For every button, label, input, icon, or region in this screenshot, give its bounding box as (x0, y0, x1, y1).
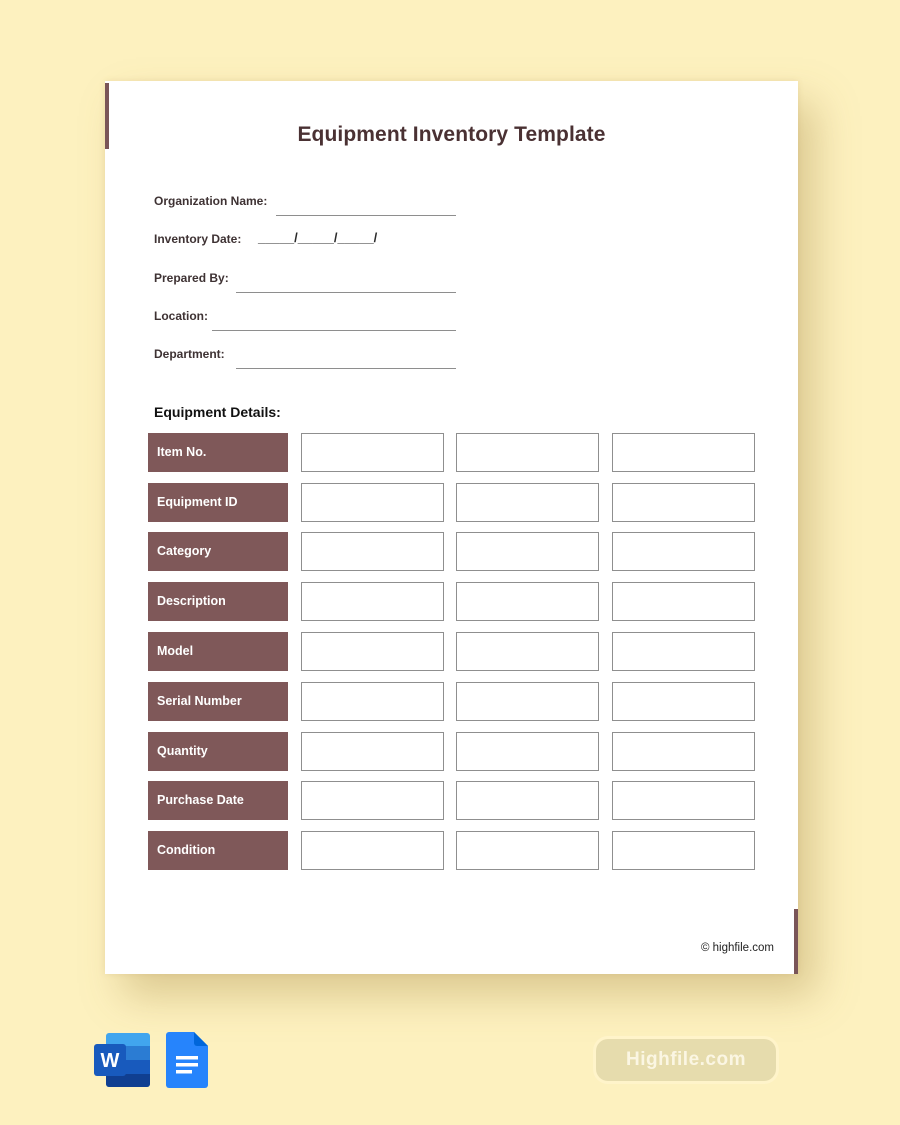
department-line[interactable] (236, 368, 456, 369)
organization-name-field[interactable] (154, 194, 514, 218)
table-row-description (148, 582, 756, 621)
table-cell[interactable] (456, 732, 599, 771)
field-label: Department: (154, 347, 225, 361)
highfile-brand-button[interactable]: Highfile.com (596, 1039, 776, 1081)
table-cell[interactable] (301, 831, 444, 870)
row-label: Model (148, 632, 288, 671)
accent-bar-bottom-right (794, 909, 798, 974)
row-label: Purchase Date (148, 781, 288, 820)
table-cell[interactable] (301, 732, 444, 771)
table-cell[interactable] (301, 433, 444, 472)
svg-text:W: W (100, 1050, 120, 1072)
table-cell[interactable] (612, 831, 755, 870)
location-line[interactable] (212, 330, 456, 331)
table-cell[interactable] (456, 781, 599, 820)
table-cell[interactable] (612, 483, 755, 522)
location-field[interactable] (154, 309, 514, 333)
table-cell[interactable] (456, 831, 599, 870)
table-row-category (148, 532, 756, 571)
table-cell[interactable] (301, 781, 444, 820)
row-label: Category (148, 532, 288, 571)
table-cell[interactable] (456, 483, 599, 522)
google-docs-icon[interactable] (166, 1032, 208, 1088)
document-title: Equipment Inventory Template (297, 123, 606, 146)
table-cell[interactable] (301, 682, 444, 721)
table-cell[interactable] (301, 632, 444, 671)
row-label: Serial Number (148, 682, 288, 721)
row-label: Condition (148, 831, 288, 870)
table-cell[interactable] (456, 532, 599, 571)
section-heading: Equipment Details: (154, 404, 281, 420)
field-label: Prepared By: (154, 271, 229, 285)
prepared-by-line[interactable] (236, 292, 456, 293)
table-cell[interactable] (456, 682, 599, 721)
copyright-footer: © highfile.com (700, 942, 774, 954)
row-label: Quantity (148, 732, 288, 771)
table-cell[interactable] (456, 433, 599, 472)
table-row-condition (148, 831, 756, 870)
table-row-quantity (148, 732, 756, 771)
table-cell[interactable] (456, 632, 599, 671)
table-cell[interactable] (612, 632, 755, 671)
document-page (105, 81, 798, 974)
organization-name-line[interactable] (276, 215, 456, 216)
table-cell[interactable] (612, 682, 755, 721)
table-row-model (148, 632, 756, 671)
row-label: Item No. (148, 433, 288, 472)
table-cell[interactable] (612, 433, 755, 472)
table-cell[interactable] (612, 732, 755, 771)
field-label: Inventory Date: (154, 232, 242, 246)
inventory-date-blanks[interactable]: _____/_____/_____/ (258, 230, 378, 245)
table-row-item-no (148, 433, 756, 472)
table-cell[interactable] (301, 532, 444, 571)
field-label: Location: (154, 309, 208, 323)
field-label: Organization Name: (154, 194, 268, 208)
table-row-serial-number (148, 682, 756, 721)
row-label: Description (148, 582, 288, 621)
row-label: Equipment ID (148, 483, 288, 522)
table-row-purchase-date (148, 781, 756, 820)
table-cell[interactable] (301, 582, 444, 621)
table-cell[interactable] (612, 781, 755, 820)
prepared-by-field[interactable] (154, 271, 514, 295)
table-cell[interactable] (301, 483, 444, 522)
inventory-date-field[interactable] (154, 232, 514, 256)
table-row-equipment-id (148, 483, 756, 522)
table-cell[interactable] (612, 582, 755, 621)
word-icon[interactable] (94, 1032, 152, 1088)
table-cell[interactable] (612, 532, 755, 571)
table-cell[interactable] (456, 582, 599, 621)
department-field[interactable] (154, 347, 514, 371)
